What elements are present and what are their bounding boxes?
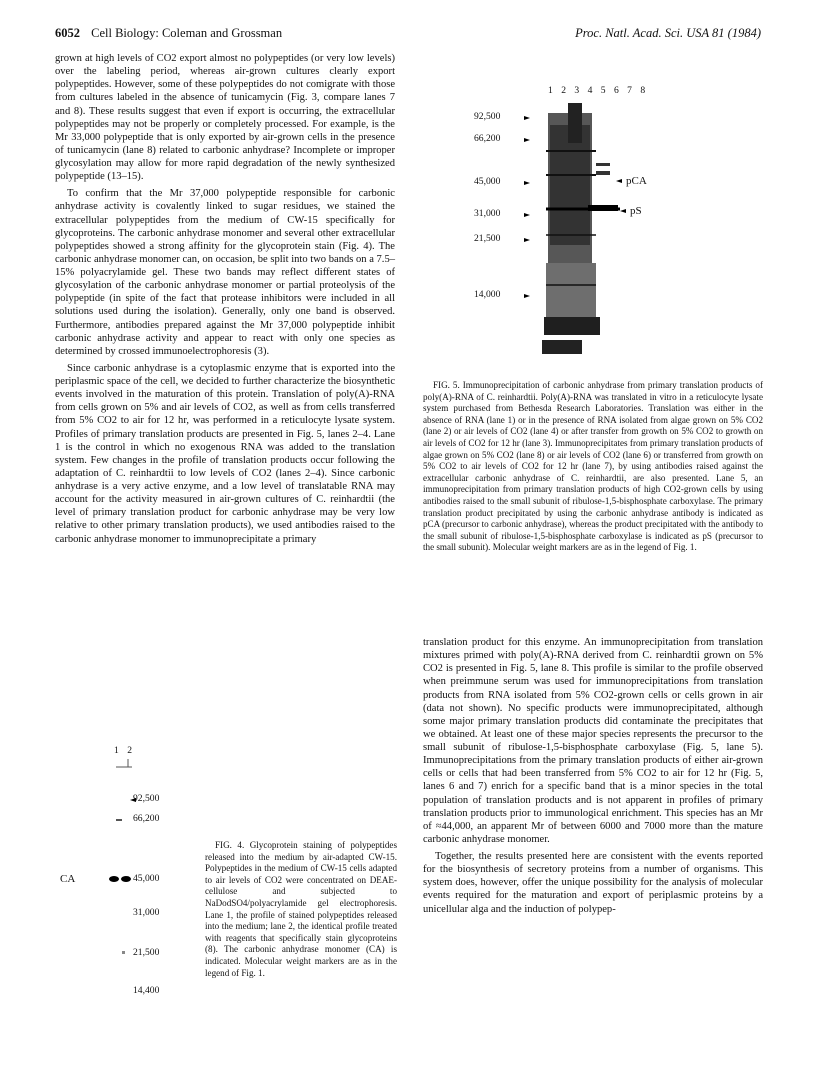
fig4-marker-label: 14,400: [133, 985, 160, 996]
fig4-marker-label: 66,200: [133, 813, 160, 824]
fig5-lane-numbers: 1 2 3 4 5 6 7 8: [548, 85, 649, 96]
paragraph: Together, the results presented here are consistent with the events reported for the biosynthesis of secretory proteins from a number of organisms. This system does, however, offer the unique possibility for the analysis of molecular events required for the maturation and export of periplasmic proteins by a unicellular alga and the induction of polypep-: [423, 851, 763, 915]
fig4-marker-label: 31,000: [133, 907, 160, 918]
fig4-marker-label: 92,500: [133, 793, 160, 804]
caption-text: FIG. 4. Glycoprotein staining of polypeptides released into the medium by air-adapted CW-15. Polypeptides in the medium of CW-15 cells adapted to air levels of CO2 were concentrated on DEAE-cellulose and subjected to NaDodSO4/polyacrylamide gel electrophoresis. Lane 1, the profile of stained polypeptides released into the medium; lane 2, the identical profile treated with reagents that specifically stain glycoproteins (8). The carbonic anhydrase monomer (CA) is indicated. Molecular weight markers are as in the legend of Fig. 1.: [205, 840, 397, 978]
figure-4-gel: [60, 745, 200, 1025]
page-header: [55, 26, 761, 46]
section-title: Cell Biology: Coleman and Grossman: [91, 26, 283, 40]
figure-5-gel: [470, 85, 770, 370]
figure-4-caption: [205, 840, 397, 979]
fig4-lane-numbers: 1 2: [114, 745, 135, 756]
fig4-marker-label: 21,500: [133, 947, 160, 958]
caption-text: FIG. 5. Immunoprecipitation of carbonic anhydrase from primary translation products of poly(A)-RNA of C. reinhardtii. Poly(A)-RNA was translated in vitro in a reticulocyte lysate system purchased from Bethesda Research Laboratories. Translation was either in the absence of RNA (lane 1) or in the presence of RNA isolated from algae grown on 5% CO2 (lane 2) or air levels of CO2 (lane 4) or after transfer from growth on 5% CO2 to growth on air levels of CO2 for 12 hr (lane 3). Immunoprecipitates from primary translation products of algae grown on 5% CO2 (lane 8) or air levels of CO2 (lane 6) or transferred from growth on 5% CO2 to air levels of CO2 for 12 hr (lane 7), by using antibodies raised against the extracellular carbonic anhydrase of C. reinhardtii, are also presented. Lane 5, an immunoprecipitation from primary translation products of high CO2-grown cells by using antibodies raised to the small subunit of ribulose-1,5-bisphosphate carboxylase. The primary translation product precipitated by using the carbonic anhydrase antibody is indicated as pCA (precursor to carbonic anhydrase), whereas the product precipitated with the antibody to the small subunit of ribulose-1,5-bisphosphate carboxylase is indicated as pS (precursor to the small subunit). Molecular weight markers are as in the legend of Fig. 1.: [423, 380, 763, 553]
fig4-marker-label: 45,000: [133, 873, 160, 884]
fig4-gel-image: [60, 745, 200, 1025]
figure-5-caption: [423, 380, 763, 554]
fig5-marker-label: 92,500: [474, 111, 501, 122]
fig4-ca-label: CA: [60, 873, 76, 885]
fig5-gel-image: [470, 85, 770, 370]
paragraph: Since carbonic anhydrase is a cytoplasmic enzyme that is exported into the periplasmic space of the cell, we decided to further characterize the biosynthetic events involved in the maturation of this protein. Translation of poly(A)-RNA from cells grown on 5% and air levels of CO2, as well as from cells transferred from 5% CO2 to air for 12 hr, was performed in a reticulocyte lysate system. Profiles of primary translation products are presented in Fig. 5, lanes 2–4. Lane 1 is the control in which no exogenous RNA was added to the translation system. Few changes in the profile of translation products occur following the adaptation of C. reinhardtii to low levels of CO2 (lanes 2–4). Since carbonic anhydrase is a very active enzyme, and a low level of translatable RNA may account for the activity measured in air-grown cultures of C. reinhardtii (the level of primary translation product for carbonic anhydrase may be very low relative to other primary translation products), we used antibodies raised to the carbonic anhydrase monomer to immunoprecipitate a primary: [55, 362, 395, 545]
paragraph: To confirm that the Mr 37,000 polypeptide responsible for carbonic anhydrase activity is covalently linked to sugar residues, we stained the extracellular polypeptides from the medium of CW-15 specifically for glycoproteins. The carbonic anhydrase monomer and several other extracellular polypeptides showed a strong affinity for the glycoprotein stain (Fig. 4). The carbonic anhydrase monomer can, on occasion, be split into two bands on a 7.5–15% polyacrylamide gel. These two bands may reflect different states of glycosylation of the carbonic anhydrase monomer or partial proteolysis of the polypeptide (in spite of the fact that protease inhibitors were included in all solutions used during the isolation). Generally, only one band is observed. Furthermore, antibodies prepared against the Mr 37,000 polypeptide inhibit carbonic anhydrase activity and appear to react with only one species as determined by crossed immunoelectrophoresis (3).: [55, 188, 395, 357]
fig5-marker-label: 66,200: [474, 133, 501, 144]
fig5-marker-label: 14,000: [474, 289, 501, 300]
fig5-marker-label: 21,500: [474, 233, 501, 244]
fig5-marker-label: 31,000: [474, 208, 501, 219]
paragraph: translation product for this enzyme. An immunoprecipitation from translation mixtures primed with poly(A)-RNA derived from C. reinhardtii grown on 5% CO2 is presented in Fig. 5, lane 8. This profile is similar to the profile observed when preimmune serum was used for immunoprecipitations from translation products from RNA isolated from 5% CO2-grown cells or cells grown in air (data not shown). No specific products were immunoprecipitated, although some major primary translation products did contaminate the precipitates that we obtained. At least one of these major species represents the precursor to the small subunit of ribulose-1,5-bisphosphate carboxylase (Fig. 5, lane 5). Immunoprecipitations from the primary translation products of either air-grown cells or cells that had been transferred from 5% CO2 to air for 12 hr (Fig. 5, lanes 6 and 7) enrich for a specific band that is a minor species in the total population of translation products and is not apparent in profiles of primary translation products prior to immunological enrichment. This species has an Mr of ≈44,000, an apparent Mr of between 6000 and 7000 more than the mature carbonic anhydrase monomer.: [423, 637, 763, 845]
right-column: [423, 636, 763, 916]
fig5-ps-label: pS: [630, 205, 642, 217]
journal-citation: Proc. Natl. Acad. Sci. USA 81 (1984): [575, 26, 761, 40]
page-number: 6052: [55, 26, 80, 40]
left-column: [55, 52, 395, 546]
paragraph: grown at high levels of CO2 export almost no polypeptides (or very low levels) over the labeling period, whereas air-grown cultures clearly export polypeptides. However, some of these polypeptides do not comigrate with those from cultures labeled in the absence of tunicamycin (Fig. 3, compare lanes 7 and 8). These results suggest that even if export is occurring, the extracellular polypeptides may not be properly or completely processed. For example, is the Mr 33,000 polypeptide that is only exported by air-grown cells in the presence of tunicamycin (lane 8) related to carbonic anhydrase? Incomplete or improper glycosylation may allow for more rapid degradation of the newly synthesized polypeptide (13–15).: [55, 53, 395, 183]
fig5-marker-label: 45,000: [474, 176, 501, 187]
header-left: [55, 26, 282, 41]
fig5-pca-label: pCA: [626, 175, 647, 187]
